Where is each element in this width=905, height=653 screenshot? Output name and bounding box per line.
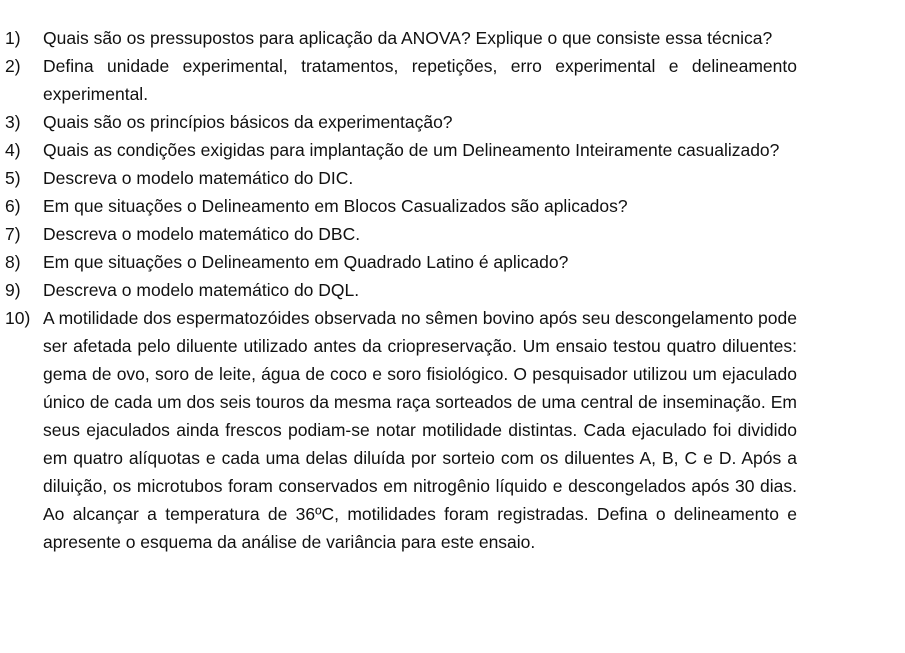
question-text: Em que situações o Delineamento em Blocos Casualizados são aplicados? xyxy=(43,196,628,216)
question-2 xyxy=(5,52,797,108)
question-number: 1) xyxy=(5,28,21,48)
question-3 xyxy=(5,108,797,136)
question-text: Quais são os princípios básicos da experimentação? xyxy=(43,112,453,132)
question-text: Descreva o modelo matemático do DQL. xyxy=(43,280,360,300)
question-number: 10) xyxy=(5,308,31,328)
question-number: 8) xyxy=(5,252,21,272)
question-9 xyxy=(5,276,797,304)
question-10 xyxy=(5,304,797,556)
question-7 xyxy=(5,220,797,248)
question-number: 5) xyxy=(5,168,21,188)
question-5 xyxy=(5,164,797,192)
question-number: 3) xyxy=(5,112,21,132)
question-number: 9) xyxy=(5,280,21,300)
question-text: Quais são os pressupostos para aplicação da ANOVA? Explique o que consiste essa técnica? xyxy=(43,28,773,48)
question-text: Quais as condições exigidas para implantação de um Delineamento Inteiramente casualizado? xyxy=(43,140,780,160)
question-number: 6) xyxy=(5,196,21,216)
question-4 xyxy=(5,136,797,164)
question-text: Em que situações o Delineamento em Quadrado Latino é aplicado? xyxy=(43,252,569,272)
question-text: Descreva o modelo matemático do DBC. xyxy=(43,224,361,244)
question-number: 7) xyxy=(5,224,21,244)
question-text: A motilidade dos espermatozóides observada no sêmen bovino após seu descongelamento pode ser afetada pelo diluente utilizado antes da criopreservação. Um ensaio testou quatro diluentes: gema de ovo, soro de leite, água de coco e soro fisiológico. O pesquisador utilizou um ejaculado único de cada um dos seis touros da mesma raça sorteados de uma central de inseminação. Em seus ejaculados ainda frescos podiam-se notar motilidade distintas. Cada ejaculado foi dividido em quatro alíquotas e cada uma delas diluída por sorteio com os diluentes A, B, C e D. Após a diluição, os microtubos foram conservados em nitrogênio líquido e descongelados após 30 dias. Ao alcançar a temperatura de 36ºC, motilidades foram registradas. Defina o delineamento e apresente o esquema da análise de variância para este ensaio. xyxy=(43,308,797,552)
question-text: Descreva o modelo matemático do DIC. xyxy=(43,168,354,188)
question-6 xyxy=(5,192,797,220)
question-number: 4) xyxy=(5,140,21,160)
question-text: Defina unidade experimental, tratamentos, repetições, erro experimental e delineamento experimental. xyxy=(43,56,797,104)
question-number: 2) xyxy=(5,56,21,76)
question-8 xyxy=(5,248,797,276)
question-list xyxy=(5,24,797,556)
question-1 xyxy=(5,24,797,52)
